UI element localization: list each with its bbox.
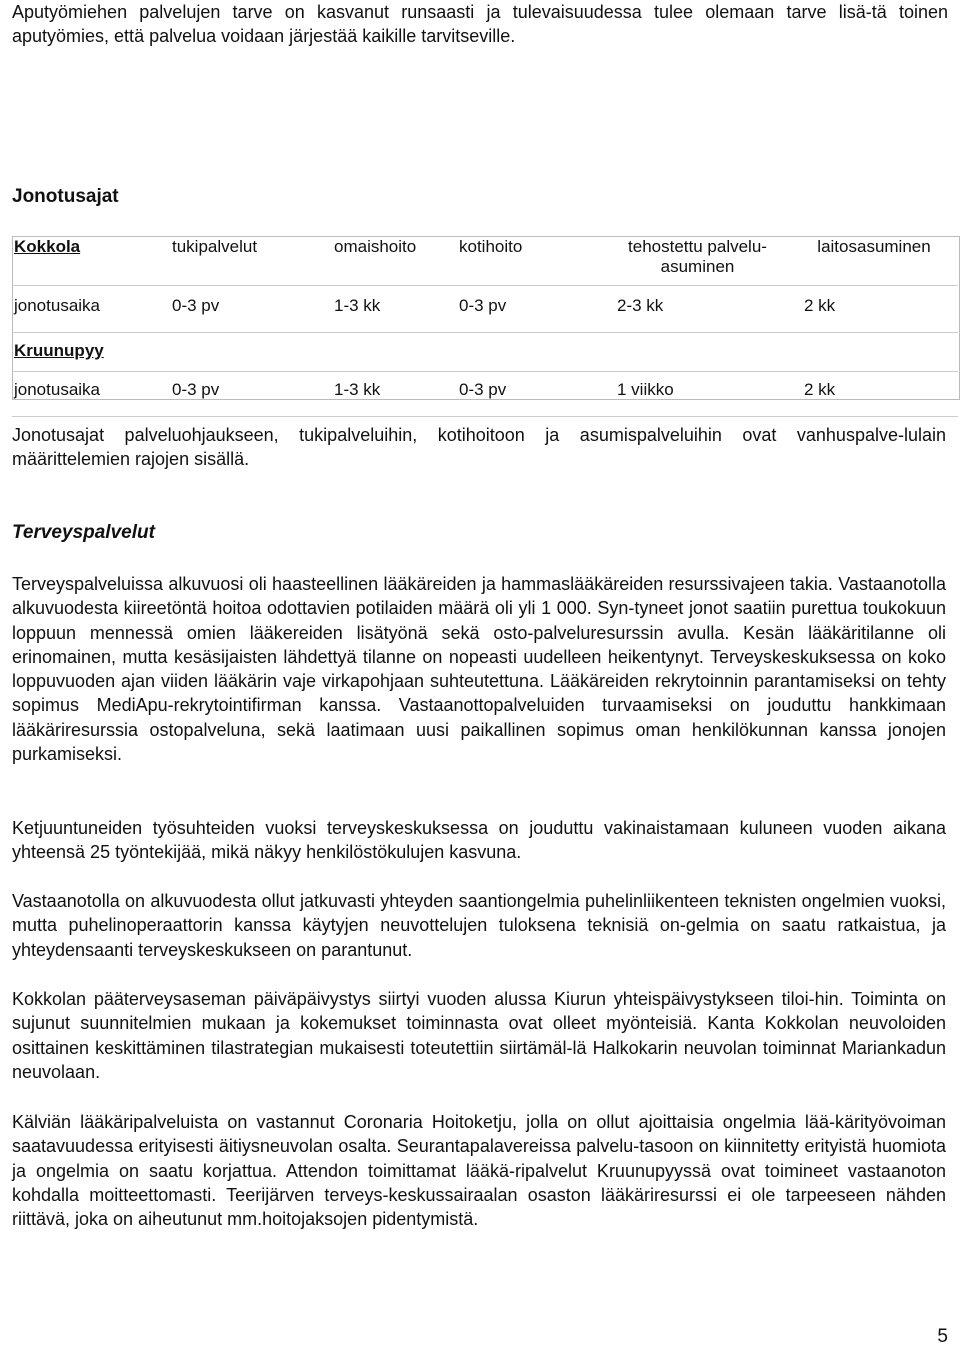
intro-paragraph: Aputyömiehen palvelujen tarve on kasvanut runsaasti ja tulevaisuudessa tulee olemaan tarve lisä-tä toinen aputyömies, että palvelua voidaan järjestää kaikille tarvitseville. — [12, 2, 948, 46]
table-cell: 2-3 kk — [605, 286, 790, 333]
table-row — [12, 372, 958, 417]
table-cell: 0-3 pv — [170, 372, 332, 417]
table-cell: 0-3 pv — [457, 286, 605, 333]
header-cell: tukipalvelut — [170, 237, 332, 286]
section-title-waiting-times: Jonotusajat — [12, 186, 119, 207]
paragraph: Ketjuuntuneiden työsuhteiden vuoksi terveyskeskuksessa on jouduttu vakinaistamaan kuluneen vuoden aikana yhteensä 25 työntekijää, mikä näkyy henkilöstökulujen kasvuna. — [12, 818, 946, 863]
header-cell: tehostettu palvelu-asuminen — [605, 237, 790, 286]
paragraph: Vastaanotolla on alkuvuodesta ollut jatkuvasti yhteyden saantiongelmia puhelinliikenteen teknisten ongelmien vuoksi, mutta puhelinoperaattorin kanssa käytyjen neuvottelujen tuloksena teknisiä on-gelmia on saatu ratkaistua, ja yhteydensaanti terveyskeskukseen on parantunut. — [12, 891, 946, 960]
header-cell: kotihoito — [457, 237, 605, 286]
row-label: jonotusaika — [12, 372, 170, 417]
header-cell: omaishoito — [332, 237, 457, 286]
table-row — [12, 333, 958, 372]
page-number: 5 — [937, 1326, 948, 1347]
table-header-row — [12, 237, 958, 286]
paragraph: Kälviän lääkäripalveluista on vastannut Coronaria Hoitoketju, jolla on ollut ajoittaisia ongelmia lää-kärityövoiman saatavuudessa erityisesti äitiysneuvolan osalta. Seurantapalavereissa palvelu-tasoon on kiinnitetty erityistä huomiota ja ongelmia on saatu korjattua. Attendon toimittamat lääkä-ripalvelut Kruunupyyssä ovat toimineet vastaanoton kohdalla moitteettomasti. Teerijärven terveys-keskussairaalan osaston lääkäriresurssi ei ole tarpeeseen nähden riittävä, joka on aiheutunut mm.hoitojaksojen pidentymistä. — [12, 1112, 946, 1230]
city-kokkola: Kokkola — [12, 237, 170, 286]
waiting-times-note: Jonotusajat palveluohjaukseen, tukipalveluihin, kotihoitoon ja asumispalveluihin ovat vanhuspalve-lulain määrittelemien rajojen sisällä. — [12, 425, 946, 470]
table-cell: 1 viikko — [605, 372, 790, 417]
city-kruunupyy: Kruunupyy — [12, 333, 170, 372]
table-cell: 1-3 kk — [332, 286, 457, 333]
table-row — [12, 286, 958, 333]
table-cell: 1-3 kk — [332, 372, 457, 417]
table-cell: 0-3 pv — [457, 372, 605, 417]
table-cell: 2 kk — [790, 286, 958, 333]
table-cell: 2 kk — [790, 372, 958, 417]
table-cell: 0-3 pv — [170, 286, 332, 333]
paragraph: Kokkolan pääterveysaseman päiväpäivystys siirtyi vuoden alussa Kiurun yhteispäivystykseen tiloi-hin. Toiminta on sujunut suunnitelmien mukaan ja kokemukset toiminnasta ovat olleet myönteisiä. Kanta Kokkolan neuvoloiden osittainen keskittäminen tilastrategian mukaisesti toteutettiin siirtämäl-lä Halkokarin neuvolan toiminnat Mariankadun neuvolaan. — [12, 989, 946, 1082]
section-title-health-services: Terveyspalvelut — [12, 522, 155, 543]
paragraph: Terveyspalveluissa alkuvuosi oli haasteellinen lääkäreiden ja hammaslääkäreiden resurssivajeen takia. Vastaanotolla alkuvuodesta kiireetöntä hoitoa odottavien potilaiden määrä oli yli 1 000. Syn-tyneet jonot saatiin purettua toukokuun loppuun mennessä omien lääkereiden lisätyönä sekä osto-palveluresurssin avulla. Kesän lääkäritilanne oli erinomainen, mutta kesäsijaisten lähdettyä tilanne on nopeasti uudelleen heikentynyt. Terveyskeskuksessa on koko loppuvuoden ajan viiden lääkärin vaje virkapohjaan suhteutettuna. Lääkäreiden rekrytoinnin parantamiseksi on tehty sopimus MediApu-rekrytointifirman kanssa. Vastaanottopalveluiden turvaamiseksi on jouduttu hankkimaan lääkäriresurssia ostopalveluna, sekä laatimaan uusi paikallinen sopimus oman henkilökunnan kanssa jonojen purkamiseksi. — [12, 574, 946, 765]
header-cell: laitosasuminen — [790, 237, 958, 286]
waiting-times-table — [12, 237, 958, 417]
row-label: jonotusaika — [12, 286, 170, 333]
